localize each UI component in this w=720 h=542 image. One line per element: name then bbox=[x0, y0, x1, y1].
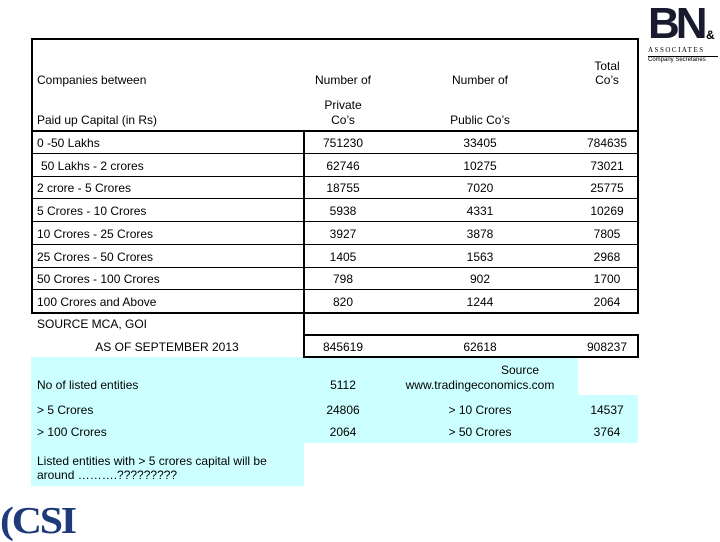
row-private: 5938 bbox=[329, 204, 357, 218]
row-private: 18755 bbox=[326, 181, 360, 195]
gt100-value: 2064 bbox=[329, 425, 357, 439]
total-all: 908237 bbox=[586, 340, 628, 354]
note-line-1: Listed entities with > 5 crores capital will be bbox=[37, 454, 267, 468]
row-range: 100 Crores and Above bbox=[37, 295, 157, 309]
source-2-label: Source bbox=[500, 363, 540, 377]
row-private: 62746 bbox=[326, 159, 360, 173]
totals-label: AS OF SEPTEMBER 2013 bbox=[95, 340, 239, 354]
bn-associates-logo: BN & ASSOCIATES Company Secretaries bbox=[648, 2, 718, 64]
header-total-1: Total bbox=[594, 59, 620, 73]
row-private: 3927 bbox=[329, 227, 357, 241]
source-2-url: www.tradingeconomics.com bbox=[405, 378, 555, 392]
gt10-label: > 10 Crores bbox=[448, 403, 512, 417]
total-private: 845619 bbox=[322, 340, 364, 354]
row-total: 10269 bbox=[590, 204, 624, 218]
header-public-2: Public Co’s bbox=[450, 113, 510, 127]
icsi-logo: (CSI bbox=[0, 500, 75, 542]
row-range: 10 Crores - 25 Crores bbox=[37, 227, 154, 241]
row-public: 33405 bbox=[463, 136, 497, 150]
row-range: 0 -50 Lakhs bbox=[37, 136, 100, 150]
gt100-label: > 100 Crores bbox=[37, 425, 107, 439]
row-total: 7805 bbox=[593, 227, 621, 241]
row-range: 5 Crores - 10 Crores bbox=[37, 204, 147, 218]
row-private: 751230 bbox=[322, 136, 364, 150]
header-private-1: Number of bbox=[314, 73, 372, 87]
row-range: 50 Crores - 100 Crores bbox=[37, 272, 160, 286]
header-public-1: Number of bbox=[451, 73, 509, 87]
note-line-2: around ……….????????? bbox=[37, 468, 178, 482]
row-public: 1563 bbox=[466, 250, 494, 264]
row-public: 3878 bbox=[466, 227, 494, 241]
header-companies: Companies between bbox=[37, 73, 147, 87]
listed-value: 5112 bbox=[330, 378, 356, 392]
row-range: 50 Lakhs - 2 crores bbox=[41, 159, 144, 173]
total-public: 62618 bbox=[463, 340, 497, 354]
gt5-value: 24806 bbox=[326, 403, 360, 417]
row-public: 10275 bbox=[463, 159, 497, 173]
row-public: 4331 bbox=[466, 204, 494, 218]
header-private-2: Private bbox=[324, 98, 362, 112]
row-range: 2 crore - 5 Crores bbox=[37, 181, 132, 195]
header-private-3: Co’s bbox=[331, 113, 355, 127]
row-public: 1244 bbox=[466, 295, 494, 309]
listed-label: No of listed entities bbox=[37, 378, 139, 392]
row-total: 1700 bbox=[593, 272, 621, 286]
source-label: SOURCE MCA, GOI bbox=[37, 317, 148, 331]
gt50-label: > 50 Crores bbox=[448, 425, 512, 439]
row-total: 784635 bbox=[586, 136, 628, 150]
row-total: 73021 bbox=[590, 159, 624, 173]
row-public: 7020 bbox=[466, 181, 494, 195]
row-total: 2064 bbox=[593, 295, 621, 309]
header-capital: Paid up Capital (in Rs) bbox=[37, 113, 158, 127]
gt10-value: 14537 bbox=[590, 403, 624, 417]
row-range: 25 Crores - 50 Crores bbox=[37, 250, 154, 264]
gt50-value: 3764 bbox=[593, 425, 621, 439]
row-total: 25775 bbox=[590, 181, 624, 195]
gt5-label: > 5 Crores bbox=[37, 403, 94, 417]
row-private: 820 bbox=[332, 295, 354, 309]
row-public: 902 bbox=[469, 272, 491, 286]
row-private: 798 bbox=[332, 272, 354, 286]
row-private: 1405 bbox=[329, 250, 357, 264]
row-total: 2968 bbox=[593, 250, 621, 264]
header-total-2: Co’s bbox=[595, 73, 619, 87]
